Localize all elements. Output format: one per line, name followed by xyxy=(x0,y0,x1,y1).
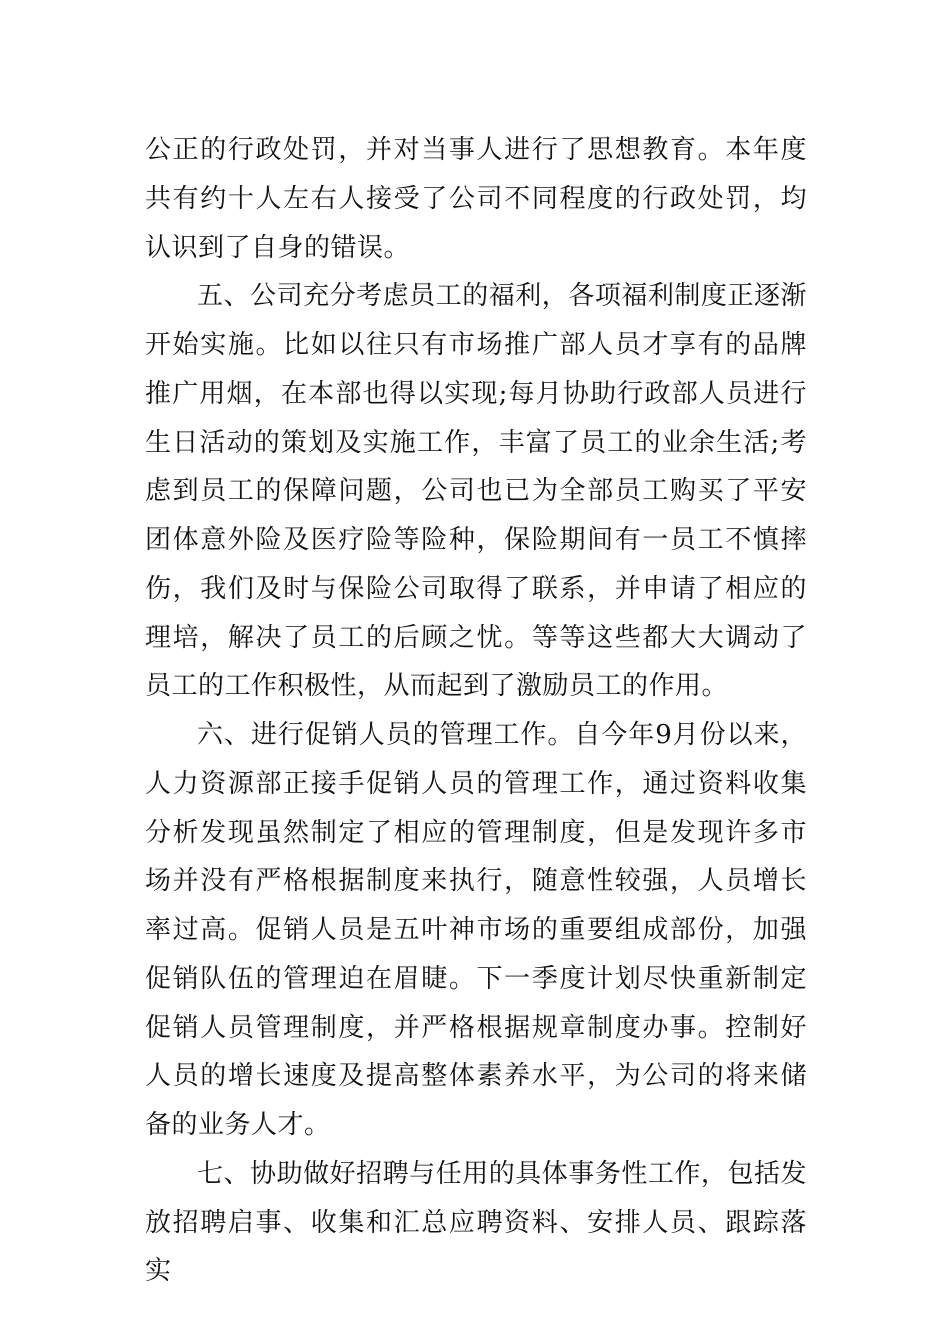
paragraph-five-welfare: 五、公司充分考虑员工的福利，各项福利制度正逐渐开始实施。比如以往只有市场推广部人员才享有的品牌推广用烟，在本部也得以实现;每月协助行政部人员进行生日活动的策划及实施工作，丰富了员工的业余生活;考虑到员工的保障问题，公司也已为全部员工购买了平安团体意外险及医疗险等险种，保险期间有一员工不慎摔伤，我们及时与保险公司取得了联系，并申请了相应的理培，解决了员工的后顾之忧。等等这些都大大调动了员工的工作积极性，从而起到了激励员工的作用。 xyxy=(145,281,807,702)
paragraph-continuation: 公正的行政处罚，并对当事人进行了思想教育。本年度共有约十人左右人接受了公司不同程度的行政处罚，均认识到了自身的错误。 xyxy=(145,135,807,263)
document-body xyxy=(145,126,807,1296)
paragraph-six-promotion-staff: 六、进行促销人员的管理工作。自今年9月份以来，人力资源部正接手促销人员的管理工作，通过资料收集分析发现虽然制定了相应的管理制度，但是发现许多市场并没有严格根据制度来执行，随意性较强，人员增长率过高。促销人员是五叶神市场的重要组成部份，加强促销队伍的管理迫在眉睫。下一季度计划尽快重新制定促销人员管理制度，并严格根据规章制度办事。控制好人员的增长速度及提高整体素养水平，为公司的将来储备的业务人才。 xyxy=(145,720,807,1140)
paragraph-seven-recruitment: 七、协助做好招聘与任用的具体事务性工作，包括发放招聘启事、收集和汇总应聘资料、安排人员、跟踪落实 xyxy=(145,1158,807,1287)
